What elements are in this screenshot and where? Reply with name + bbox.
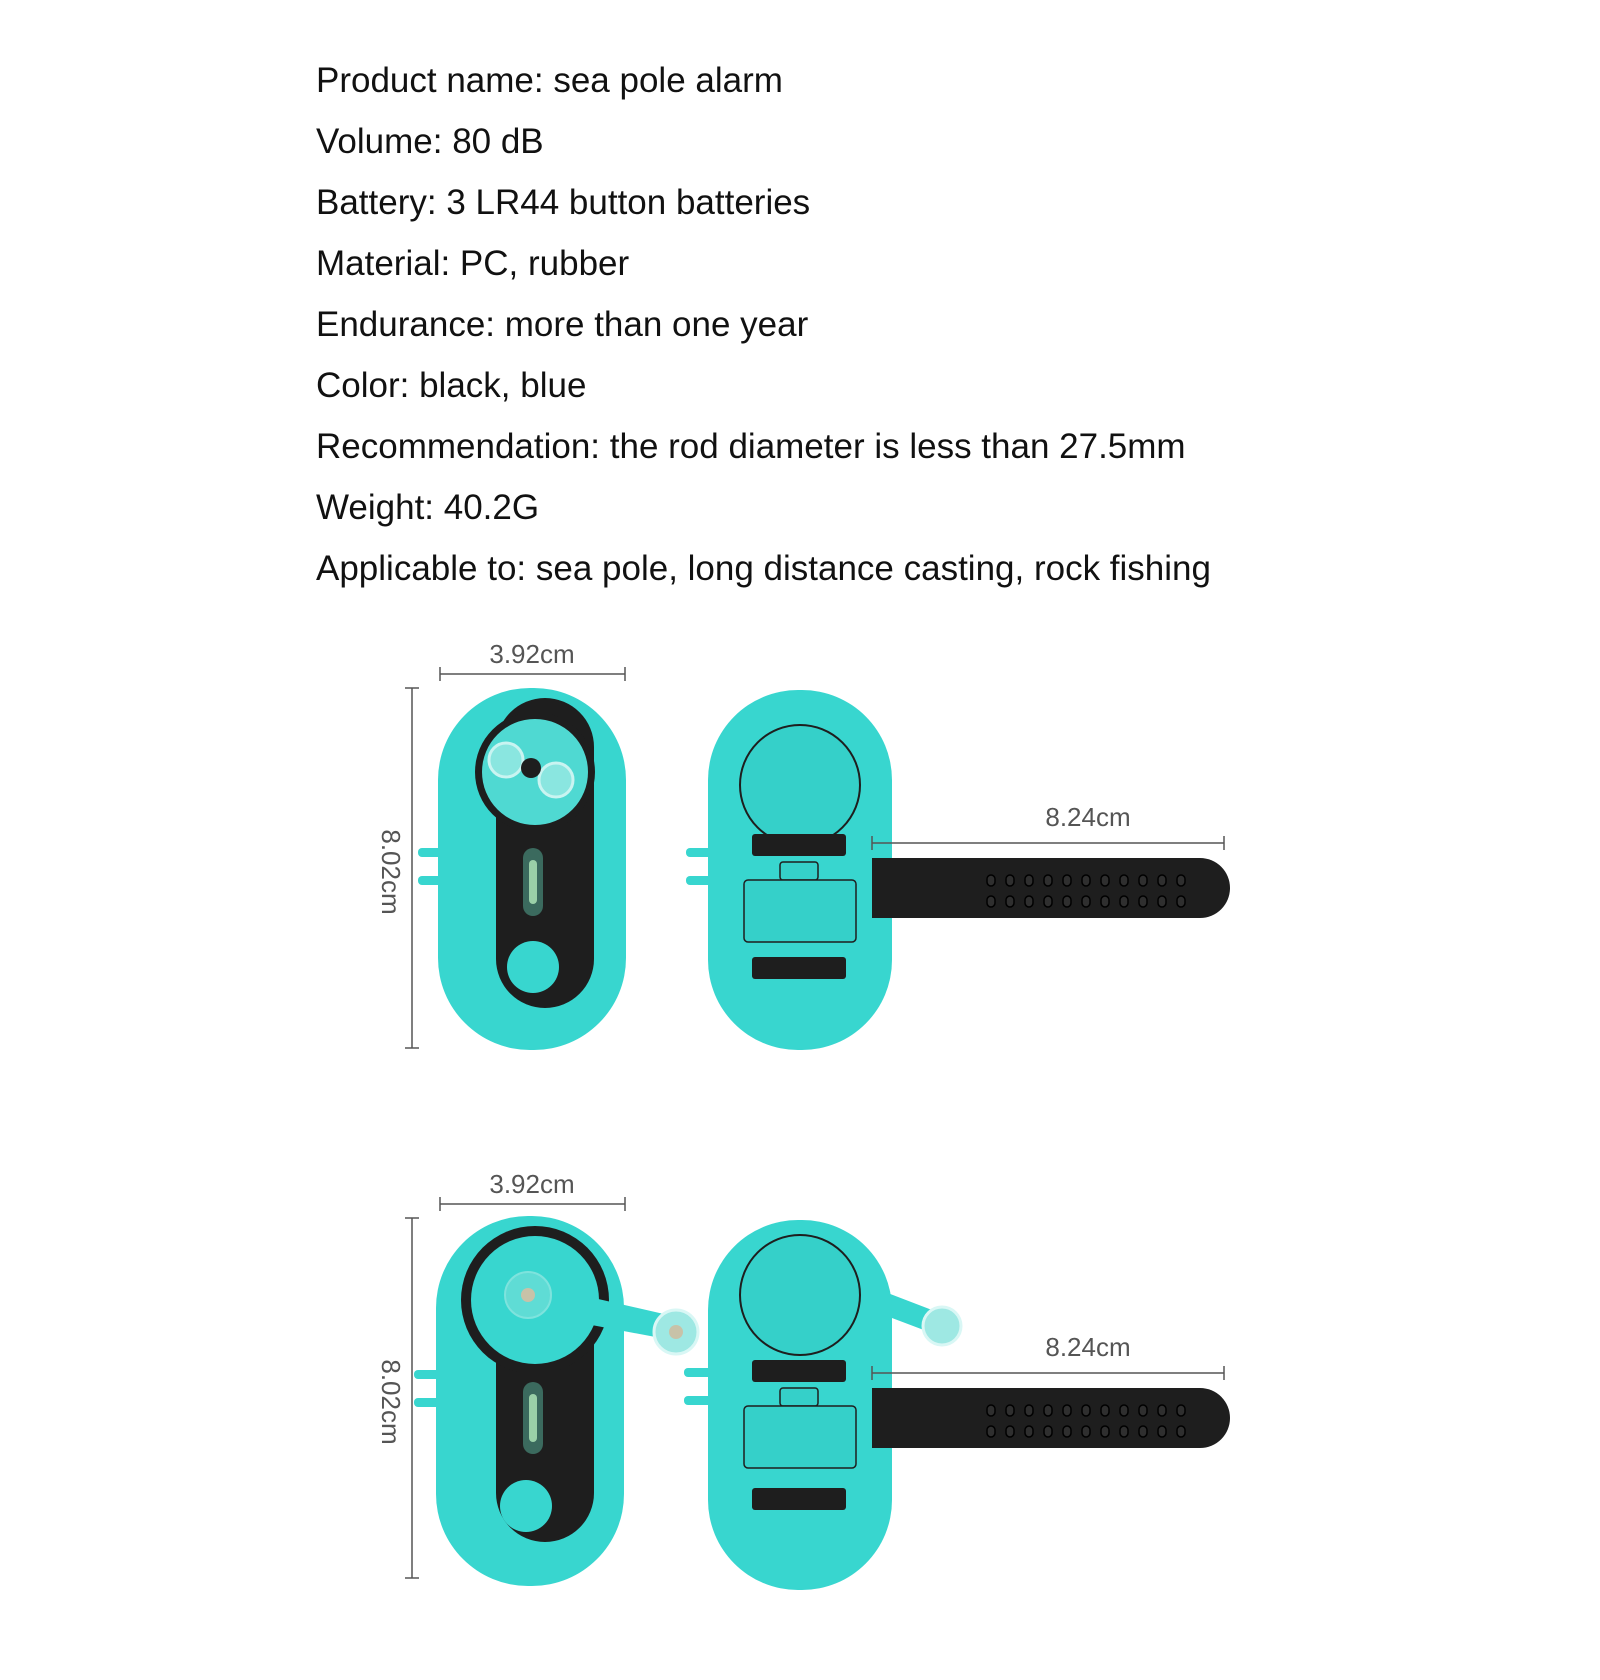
width-dimension [440,1197,625,1211]
width-dimension [440,667,625,681]
alarm-front-view [418,688,626,1050]
spec-material: Material: PC, rubber [316,244,630,283]
product-figure-bottom [0,1160,1600,1680]
height-label: 8.02cm [376,829,406,915]
alarm-front-view-arm [414,1216,698,1586]
strap-label: 8.24cm [1045,802,1131,832]
strap-dimension [872,836,1224,850]
width-label: 3.92cm [489,1169,575,1199]
rubber-strap [872,1388,1230,1448]
spec-list [316,50,1211,599]
rubber-strap [872,858,1230,918]
spec-weight: Weight: 40.2G [316,488,540,527]
product-drawing-top [0,630,1600,1150]
strap-label: 8.24cm [1045,1332,1131,1362]
product-drawing-bottom [0,1160,1600,1600]
height-dimension [405,688,419,1048]
spec-product-name: Product name: sea pole alarm [316,61,783,100]
spec-recommendation: Recommendation: the rod diameter is less than 27.5mm [316,427,1186,466]
spec-applicable: Applicable to: sea pole, long distance casting, rock fishing [316,549,1211,588]
alarm-back-view [686,690,892,1050]
strap-dimension [872,1366,1224,1380]
spec-endurance: Endurance: more than one year [316,305,809,344]
spec-battery: Battery: 3 LR44 button batteries [316,183,811,222]
spec-volume: Volume: 80 dB [316,122,544,161]
spec-color: Color: black, blue [316,366,587,405]
product-figure-top [0,630,1600,1150]
height-dimension [405,1218,419,1578]
width-label: 3.92cm [489,639,575,669]
height-label: 8.02cm [376,1359,406,1445]
